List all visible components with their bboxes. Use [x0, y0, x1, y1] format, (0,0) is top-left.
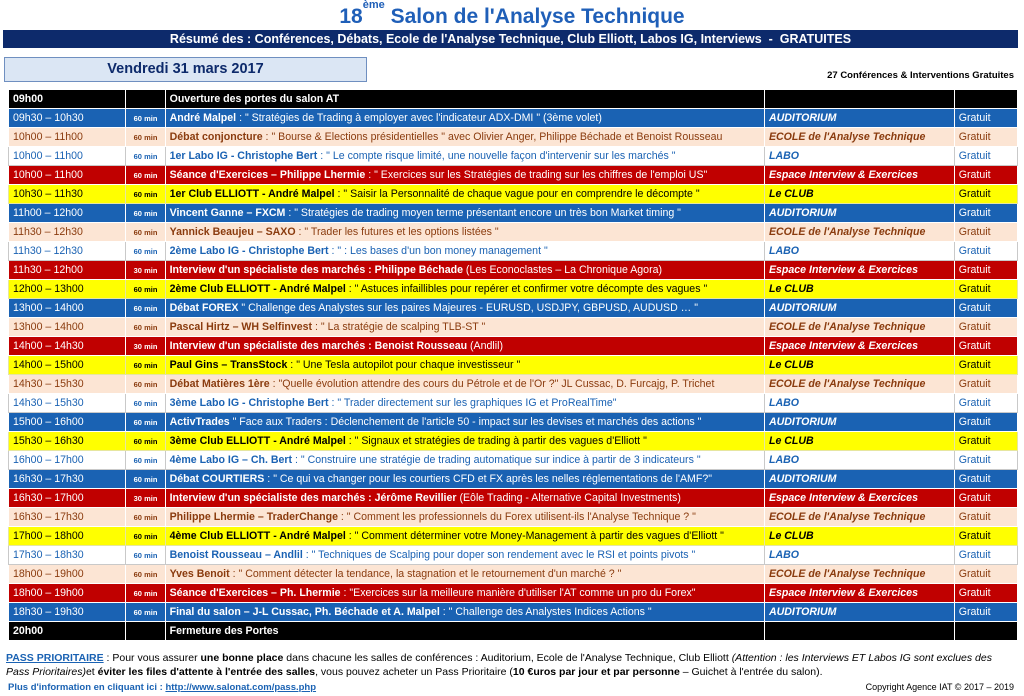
session-description	[165, 147, 764, 166]
session-time: 11h00 – 12h00	[9, 204, 126, 223]
session-price	[954, 90, 1017, 109]
title-text: Salon de l'Analyse Technique	[384, 5, 685, 28]
session-room: ECOLE de l'Analyse Technique	[764, 375, 954, 394]
session-title: Vincent Ganne – FXCM	[169, 206, 286, 219]
session-price: Gratuit	[954, 337, 1017, 356]
session-time: 18h30 – 19h30	[9, 603, 126, 622]
session-duration: 30 min	[126, 261, 165, 280]
session-description	[165, 261, 764, 280]
session-price: Gratuit	[954, 546, 1017, 565]
schedule-row	[9, 90, 1018, 109]
schedule-row	[9, 166, 1018, 185]
session-title: 3ème Labo IG - Christophe Bert	[169, 396, 329, 409]
session-title: Séance d'Exercices – Ph. Lhermie	[169, 586, 341, 599]
session-price: Gratuit	[954, 413, 1017, 432]
more-info-url[interactable]: http://www.salonat.com/pass.php	[165, 682, 317, 693]
session-title: 3ème Club ELLIOTT - André Malpel	[169, 434, 346, 447]
session-room: ECOLE de l'Analyse Technique	[764, 223, 954, 242]
session-time: 12h00 – 13h00	[9, 280, 126, 299]
session-details: : " Une Tesla autopilot pour chaque investisseur "	[287, 358, 521, 371]
schedule-row	[9, 489, 1018, 508]
session-room: Espace Interview & Exercices	[764, 166, 954, 185]
schedule-row	[9, 470, 1018, 489]
session-description	[165, 489, 764, 508]
session-description	[165, 280, 764, 299]
schedule-row	[9, 375, 1018, 394]
session-price: Gratuit	[954, 280, 1017, 299]
session-price: Gratuit	[954, 147, 1017, 166]
session-room	[764, 90, 954, 109]
session-price: Gratuit	[954, 109, 1017, 128]
session-details: : " Comment déterminer votre Money-Management à partir des vagues d'Elliott "	[345, 529, 724, 542]
session-description	[165, 394, 764, 413]
schedule-row	[9, 432, 1018, 451]
session-title: 4ème Club ELLIOTT - André Malpel	[169, 529, 346, 542]
session-room: Espace Interview & Exercices	[764, 489, 954, 508]
schedule-row	[9, 565, 1018, 584]
title-superscript: ème	[362, 0, 385, 11]
session-details: : " Bourse & Elections présidentielles " avec Olivier Anger, Philippe Béchade et Benoist Rousseau	[262, 130, 723, 143]
session-time: 15h30 – 16h30	[9, 432, 126, 451]
session-duration: 60 min	[126, 242, 165, 261]
session-title: Yannick Beaujeu – SAXO	[169, 225, 296, 238]
session-room: Le CLUB	[764, 356, 954, 375]
footer-text: – Guichet à l'entrée du salon).	[679, 666, 823, 678]
schedule-body	[9, 90, 1018, 641]
schedule-row	[9, 204, 1018, 223]
schedule-row	[9, 451, 1018, 470]
session-details: (Eôle Trading - Alternative Capital Investments)	[456, 491, 681, 504]
session-time: 13h00 – 14h00	[9, 299, 126, 318]
session-time: 16h30 – 17h30	[9, 508, 126, 527]
session-duration: 60 min	[126, 394, 165, 413]
schedule-row	[9, 413, 1018, 432]
session-time: 18h00 – 19h00	[9, 584, 126, 603]
session-duration: 60 min	[126, 451, 165, 470]
session-details: " Face aux Traders : Déclenchement de l'article 50 - impact sur les devises et marchés des actions "	[229, 415, 702, 428]
session-duration	[126, 90, 165, 109]
session-duration: 60 min	[126, 432, 165, 451]
session-title: Débat COURTIERS	[169, 472, 265, 485]
session-room: Espace Interview & Exercices	[764, 337, 954, 356]
session-title: 2ème Labo IG - Christophe Bert	[169, 244, 329, 257]
footer-text: et	[85, 666, 98, 678]
session-room: AUDITORIUM	[764, 109, 954, 128]
session-time: 15h00 – 16h00	[9, 413, 126, 432]
session-description	[165, 470, 764, 489]
schedule-row	[9, 280, 1018, 299]
more-info-link[interactable]	[8, 682, 316, 693]
copyright: Copyright Agence IAT © 2017 – 2019	[865, 682, 1014, 692]
session-time: 11h30 – 12h30	[9, 242, 126, 261]
session-price: Gratuit	[954, 584, 1017, 603]
session-description	[165, 565, 764, 584]
session-room: Espace Interview & Exercices	[764, 261, 954, 280]
session-time: 10h00 – 11h00	[9, 147, 126, 166]
session-details: (Les Econoclastes – La Chronique Agora)	[462, 263, 663, 276]
more-info-label: Plus d'information en cliquant ici :	[8, 682, 166, 693]
session-title: Interview d'un spécialiste des marchés : Jérôme Revillier	[169, 491, 457, 504]
schedule-row	[9, 584, 1018, 603]
session-details: : " Exercices sur les Stratégies de trading sur les chiffres de l'emploi US"	[365, 168, 708, 181]
session-title: Fermeture des Portes	[169, 624, 279, 637]
session-title: Philippe Lhermie – TraderChange	[169, 510, 338, 523]
session-room: ECOLE de l'Analyse Technique	[764, 318, 954, 337]
session-room: AUDITORIUM	[764, 204, 954, 223]
session-details: : " La stratégie de scalping TLB-ST "	[312, 320, 486, 333]
session-price: Gratuit	[954, 489, 1017, 508]
session-description	[165, 299, 764, 318]
session-price: Gratuit	[954, 204, 1017, 223]
schedule-row	[9, 147, 1018, 166]
session-title: 2ème Club ELLIOTT - André Malpel	[169, 282, 346, 295]
session-description	[165, 622, 764, 641]
session-description	[165, 185, 764, 204]
session-room: ECOLE de l'Analyse Technique	[764, 508, 954, 527]
schedule-row	[9, 356, 1018, 375]
session-room: Espace Interview & Exercices	[764, 584, 954, 603]
session-price: Gratuit	[954, 242, 1017, 261]
session-duration: 60 min	[126, 356, 165, 375]
session-room: Le CLUB	[764, 280, 954, 299]
conference-count: 27 Conférences & Interventions Gratuites	[827, 70, 1014, 81]
session-time: 10h00 – 11h00	[9, 128, 126, 147]
schedule-row	[9, 394, 1018, 413]
page-title	[0, 0, 1024, 30]
pass-prioritaire-note	[6, 651, 1018, 681]
session-title: Interview d'un spécialiste des marchés : Philippe Béchade	[169, 263, 463, 276]
session-price: Gratuit	[954, 261, 1017, 280]
session-title: Interview d'un spécialiste des marchés : Benoist Rousseau	[169, 339, 468, 352]
session-time: 14h30 – 15h30	[9, 394, 126, 413]
session-description	[165, 603, 764, 622]
session-title: Débat FOREX	[169, 301, 239, 314]
session-time: 14h30 – 15h30	[9, 375, 126, 394]
session-description	[165, 90, 764, 109]
session-room: LABO	[764, 242, 954, 261]
session-time: 09h00	[9, 90, 126, 109]
session-details: : "Quelle évolution attendre des cours du Pétrole et de l'Or ?" JL Cussac, D. Furcajg, P. Trichet	[269, 377, 715, 390]
session-time: 17h00 – 18h00	[9, 527, 126, 546]
footer-bold: une bonne place	[200, 652, 284, 664]
session-duration: 60 min	[126, 470, 165, 489]
footer-bold: éviter les files d'attente à l'entrée des salles	[97, 666, 316, 678]
schedule-row	[9, 261, 1018, 280]
session-details: " Challenge des Analystes sur les paires Majeures - EURUSD, USDJPY, GBPUSD, AUDUSD … "	[238, 301, 698, 314]
session-time: 11h30 – 12h00	[9, 261, 126, 280]
footer-text: : Pour vous assurer	[103, 652, 201, 664]
session-time: 18h00 – 19h00	[9, 565, 126, 584]
session-title: ActivTrades	[169, 415, 230, 428]
session-room: Le CLUB	[764, 432, 954, 451]
session-duration: 60 min	[126, 413, 165, 432]
session-title: André Malpel	[169, 111, 237, 124]
session-time: 17h30 – 18h30	[9, 546, 126, 565]
schedule-row	[9, 318, 1018, 337]
session-description	[165, 223, 764, 242]
session-duration: 60 min	[126, 584, 165, 603]
session-price: Gratuit	[954, 508, 1017, 527]
session-duration: 60 min	[126, 204, 165, 223]
session-duration: 30 min	[126, 337, 165, 356]
session-time: 14h00 – 15h00	[9, 356, 126, 375]
footer-italic: (Attention : les Interviews ET Labos IG sont exclues des Pass Prioritaires)	[6, 652, 992, 678]
schedule-row	[9, 223, 1018, 242]
pass-prioritaire-link[interactable]: PASS PRIORITAIRE	[6, 652, 104, 664]
schedule-row	[9, 128, 1018, 147]
session-duration: 60 min	[126, 128, 165, 147]
session-duration: 60 min	[126, 185, 165, 204]
session-title: Débat conjoncture	[169, 130, 263, 143]
session-room: ECOLE de l'Analyse Technique	[764, 565, 954, 584]
session-duration: 60 min	[126, 546, 165, 565]
session-details: (Andlil)	[467, 339, 503, 352]
session-title: 1er Club ELLIOTT - André Malpel	[169, 187, 335, 200]
schedule-row	[9, 109, 1018, 128]
event-date: Vendredi 31 mars 2017	[4, 57, 367, 82]
session-details: : " Saisir la Personnalité de chaque vague pour en comprendre le décompte "	[334, 187, 700, 200]
session-room	[764, 622, 954, 641]
session-details: : " Stratégies de Trading à employer avec l'indicateur ADX-DMI " (3ème volet)	[236, 111, 602, 124]
schedule-row	[9, 299, 1018, 318]
session-description	[165, 451, 764, 470]
session-price: Gratuit	[954, 603, 1017, 622]
session-details: : " Le compte risque limité, une nouvelle façon d'intervenir sur les marchés "	[317, 149, 676, 162]
session-details: : "Exercices sur la meilleure manière d'utiliser l'AT comme un pro du Forex"	[340, 586, 696, 599]
session-duration: 60 min	[126, 147, 165, 166]
subtitle-banner: Résumé des : Conférences, Débats, Ecole de l'Analyse Technique, Club Elliott, Labos IG, Interviews - GRATUITES	[3, 30, 1018, 48]
schedule-row	[9, 508, 1018, 527]
session-description	[165, 318, 764, 337]
session-price: Gratuit	[954, 394, 1017, 413]
session-room: AUDITORIUM	[764, 470, 954, 489]
schedule-row	[9, 527, 1018, 546]
session-description	[165, 527, 764, 546]
session-price: Gratuit	[954, 128, 1017, 147]
session-time: 11h30 – 12h30	[9, 223, 126, 242]
session-title: Débat Matières 1ère	[169, 377, 270, 390]
session-description	[165, 337, 764, 356]
title-number: 18	[339, 5, 363, 28]
session-duration: 60 min	[126, 166, 165, 185]
session-title: Séance d'Exercices – Philippe Lhermie	[169, 168, 366, 181]
session-room: Le CLUB	[764, 185, 954, 204]
footer-bold: 10 €uros par jour et par personne	[512, 666, 680, 678]
session-details: : " Astuces infaillibles pour repérer et confirmer votre décompte des vagues "	[345, 282, 708, 295]
schedule-table	[8, 89, 1018, 641]
session-duration: 60 min	[126, 223, 165, 242]
session-title: Ouverture des portes du salon AT	[169, 92, 340, 105]
footer-text: , vous pouvez acheter un Pass Prioritaire (	[315, 666, 513, 678]
session-details: : " Comment les professionnels du Forex utilisent-ils l'Analyse Technique ? "	[337, 510, 696, 523]
session-room: LABO	[764, 147, 954, 166]
session-title: 1er Labo IG - Christophe Bert	[169, 149, 318, 162]
session-duration: 60 min	[126, 280, 165, 299]
session-room: AUDITORIUM	[764, 413, 954, 432]
session-room: LABO	[764, 546, 954, 565]
session-description	[165, 508, 764, 527]
session-price: Gratuit	[954, 451, 1017, 470]
session-description	[165, 166, 764, 185]
session-description	[165, 375, 764, 394]
session-time: 16h30 – 17h00	[9, 489, 126, 508]
session-duration: 60 min	[126, 109, 165, 128]
session-price: Gratuit	[954, 527, 1017, 546]
session-details: : " Trader directement sur les graphiques IG et ProRealTime"	[328, 396, 617, 409]
schedule-row	[9, 337, 1018, 356]
session-price: Gratuit	[954, 299, 1017, 318]
session-duration: 60 min	[126, 508, 165, 527]
session-price: Gratuit	[954, 470, 1017, 489]
session-time: 10h00 – 11h00	[9, 166, 126, 185]
session-description	[165, 242, 764, 261]
session-price	[954, 622, 1017, 641]
session-duration: 60 min	[126, 603, 165, 622]
session-details: : " Stratégies de trading moyen terme présentant encore un très bon Market timing "	[285, 206, 681, 219]
session-details: : " Construire une stratégie de trading automatique sur indice à partir de 3 indicateurs "	[292, 453, 701, 466]
session-price: Gratuit	[954, 318, 1017, 337]
session-duration: 60 min	[126, 565, 165, 584]
session-details: : " Signaux et stratégies de trading à partir des vagues d'Elliott "	[345, 434, 647, 447]
session-price: Gratuit	[954, 375, 1017, 394]
schedule-row	[9, 185, 1018, 204]
session-price: Gratuit	[954, 166, 1017, 185]
session-duration: 60 min	[126, 375, 165, 394]
session-description	[165, 546, 764, 565]
session-duration: 60 min	[126, 527, 165, 546]
session-description	[165, 204, 764, 223]
session-price: Gratuit	[954, 185, 1017, 204]
session-title: Pascal Hirtz – WH Selfinvest	[169, 320, 313, 333]
session-duration: 60 min	[126, 299, 165, 318]
session-description	[165, 413, 764, 432]
session-price: Gratuit	[954, 223, 1017, 242]
session-time: 16h00 – 17h00	[9, 451, 126, 470]
session-room: LABO	[764, 394, 954, 413]
session-room: ECOLE de l'Analyse Technique	[764, 128, 954, 147]
session-title: 4ème Labo IG – Ch. Bert	[169, 453, 293, 466]
session-room: AUDITORIUM	[764, 299, 954, 318]
session-title: Final du salon – J-L Cussac, Ph. Béchade et A. Malpel	[169, 605, 440, 618]
footer-text: dans chacune les salles de conférences : Auditorium, Ecole de l'Analyse Technique, Club Elliott	[283, 652, 732, 664]
session-time: 16h30 – 17h30	[9, 470, 126, 489]
session-description	[165, 432, 764, 451]
session-time: 10h30 – 11h30	[9, 185, 126, 204]
session-details: : " Techniques de Scalping pour doper son rendement avec le RSI et points pivots "	[302, 548, 696, 561]
schedule-row	[9, 546, 1018, 565]
session-details: : " Challenge des Analystes Indices Actions "	[439, 605, 652, 618]
schedule-row	[9, 622, 1018, 641]
session-duration: 60 min	[126, 318, 165, 337]
schedule-row	[9, 603, 1018, 622]
schedule-row	[9, 242, 1018, 261]
session-duration: 30 min	[126, 489, 165, 508]
session-details: : " Comment détecter la tendance, la stagnation et le retournement d'un marché ? "	[229, 567, 622, 580]
session-time: 14h00 – 14h30	[9, 337, 126, 356]
session-details: : " Ce qui va changer pour les courtiers CFD et FX après les nelles réglementations de l'AMF?"	[264, 472, 712, 485]
session-title: Yves Benoit	[169, 567, 230, 580]
session-details: : " Trader les futures et les options listées "	[295, 225, 499, 238]
session-title: Benoist Rousseau – Andlil	[169, 548, 303, 561]
session-duration	[126, 622, 165, 641]
session-price: Gratuit	[954, 356, 1017, 375]
session-description	[165, 584, 764, 603]
session-room: AUDITORIUM	[764, 603, 954, 622]
session-room: Le CLUB	[764, 527, 954, 546]
session-description	[165, 356, 764, 375]
session-title: Paul Gins – TransStock	[169, 358, 288, 371]
session-time: 13h00 – 14h00	[9, 318, 126, 337]
session-price: Gratuit	[954, 565, 1017, 584]
session-details: : " : Les bases d'un bon money management "	[328, 244, 548, 257]
session-description	[165, 109, 764, 128]
session-time: 09h30 – 10h30	[9, 109, 126, 128]
session-room: LABO	[764, 451, 954, 470]
session-price: Gratuit	[954, 432, 1017, 451]
session-time: 20h00	[9, 622, 126, 641]
session-description	[165, 128, 764, 147]
